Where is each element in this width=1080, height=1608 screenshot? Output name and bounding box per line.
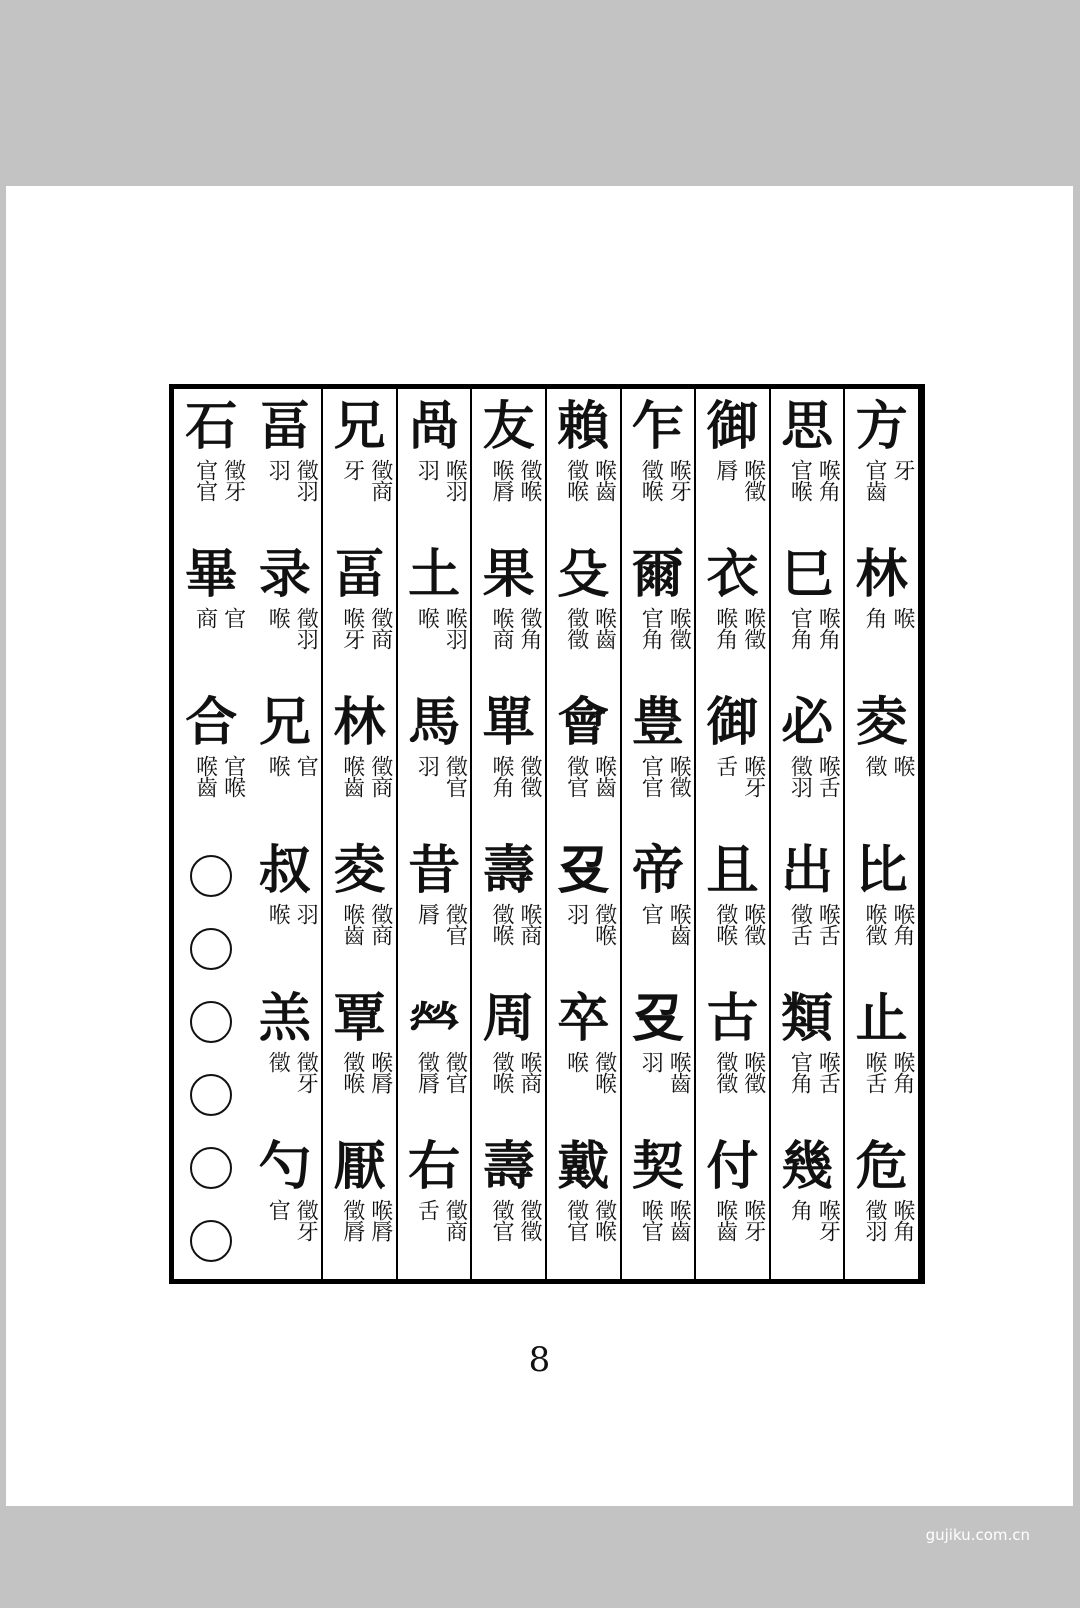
annotation-left: 徵喉 — [488, 903, 514, 945]
annotation-left: 喉舌 — [861, 1051, 887, 1093]
annotation-right: 喉脣 — [367, 1051, 393, 1093]
character-entry — [845, 841, 918, 989]
annotation-left: 徵喉 — [563, 459, 589, 501]
annotation-right: 喉牙 — [815, 1199, 841, 1241]
annotation-right: 喉牙 — [740, 1199, 766, 1241]
main-character: 出 — [781, 840, 834, 901]
character-entry — [174, 693, 249, 841]
main-character: 會 — [557, 692, 610, 753]
main-character: 壽 — [482, 1136, 535, 1197]
annotation-right: 喉角 — [815, 607, 841, 649]
annotation-right: 喉齒 — [666, 1199, 692, 1241]
annotation-left: 官官 — [638, 755, 664, 797]
annotation-left: 徵官 — [563, 1199, 589, 1241]
character-entry — [323, 841, 396, 989]
character-entry — [323, 397, 396, 545]
character-entry — [472, 545, 545, 693]
annotation-left: 喉脣 — [488, 459, 514, 501]
main-character: 畢 — [185, 544, 238, 605]
character-entry — [547, 989, 620, 1137]
annotation-right: 喉徵 — [666, 755, 692, 797]
main-character: 土 — [408, 544, 461, 605]
annotation-right: 喉角 — [889, 1199, 915, 1241]
annotation-left: 徵羽 — [787, 755, 813, 797]
annotation-left: 商 — [192, 607, 218, 628]
annotation-right: 喉齒 — [591, 755, 617, 797]
main-character: 御 — [706, 692, 759, 753]
character-entry — [696, 693, 769, 841]
annotation-right: 徵羽 — [293, 607, 319, 649]
annotation-right: 官 — [220, 607, 246, 628]
blank-circle-icon — [190, 1074, 232, 1116]
character-entry — [249, 989, 322, 1137]
annotation-right: 徵喉 — [516, 459, 542, 501]
character-entry — [398, 841, 471, 989]
annotation-left: 徵脣 — [414, 1051, 440, 1093]
character-entry — [547, 693, 620, 841]
text-column — [398, 389, 473, 1279]
annotation-right: 徵商 — [367, 607, 393, 649]
main-character: 羔 — [258, 988, 311, 1049]
main-character: 林 — [855, 544, 908, 605]
annotation-left: 喉官 — [638, 1199, 664, 1241]
blank-circle-icon — [190, 855, 232, 897]
annotation-left: 喉齒 — [339, 755, 365, 797]
character-entry — [323, 989, 396, 1137]
blank-circle-icon — [190, 928, 232, 970]
character-entry — [622, 693, 695, 841]
character-entry — [174, 545, 249, 693]
character-entry — [398, 545, 471, 693]
text-column — [696, 389, 771, 1279]
text-column — [622, 389, 697, 1279]
main-character: 幾 — [781, 1136, 834, 1197]
character-entry — [249, 693, 322, 841]
annotation-left: 徵脣 — [339, 1199, 365, 1241]
annotation-right: 喉羽 — [442, 607, 468, 649]
annotation-right: 喉角 — [815, 459, 841, 501]
character-entry — [398, 989, 471, 1137]
main-character: 御 — [706, 396, 759, 457]
annotation-right: 喉角 — [889, 903, 915, 945]
annotation-left: 喉徵 — [861, 903, 887, 945]
character-entry — [547, 1137, 620, 1285]
main-character: 畐 — [333, 544, 386, 605]
character-entry — [696, 841, 769, 989]
main-character: 帝 — [631, 840, 684, 901]
character-entry — [845, 545, 918, 693]
annotation-left: 喉齒 — [192, 755, 218, 797]
annotation-left: 官官 — [192, 459, 218, 501]
annotation-right: 喉徵 — [740, 903, 766, 945]
character-entry — [771, 989, 844, 1137]
annotation-right: 喉齒 — [591, 607, 617, 649]
annotation-right: 徵羽 — [293, 459, 319, 501]
annotation-right: 牙 — [889, 459, 915, 480]
main-character: 林 — [333, 692, 386, 753]
character-entry — [249, 397, 322, 545]
annotation-left: 喉商 — [488, 607, 514, 649]
character-entry — [323, 693, 396, 841]
main-character: 卒 — [557, 988, 610, 1049]
character-entry — [696, 545, 769, 693]
character-entry — [472, 989, 545, 1137]
character-entry — [323, 1137, 396, 1285]
annotation-right: 喉 — [889, 607, 915, 628]
annotation-left: 官喉 — [787, 459, 813, 501]
annotation-left: 官齒 — [861, 459, 887, 501]
main-character: 衣 — [706, 544, 759, 605]
text-column — [323, 389, 398, 1279]
annotation-right: 徵商 — [367, 459, 393, 501]
annotation-right: 喉 — [889, 755, 915, 776]
annotation-right: 喉徵 — [666, 607, 692, 649]
character-entry — [547, 545, 620, 693]
annotation-left: 官角 — [787, 1051, 813, 1093]
main-character: 夌 — [855, 692, 908, 753]
main-character: 昔 — [408, 840, 461, 901]
annotation-left: 徵官 — [488, 1199, 514, 1241]
main-character: 友 — [482, 396, 535, 457]
annotation-left: 徵喉 — [339, 1051, 365, 1093]
character-entry — [771, 545, 844, 693]
main-character: 類 — [781, 988, 834, 1049]
character-entry — [174, 397, 249, 545]
annotation-right: 羽 — [293, 903, 319, 924]
annotation-left: 喉牙 — [339, 607, 365, 649]
annotation-left: 喉 — [265, 903, 291, 924]
annotation-left: 官 — [265, 1199, 291, 1220]
character-entry — [622, 397, 695, 545]
main-character: 右 — [408, 1136, 461, 1197]
character-entry — [249, 841, 322, 989]
annotation-right: 徵官 — [442, 755, 468, 797]
main-character: 果 — [482, 544, 535, 605]
main-character: 勺 — [258, 1136, 311, 1197]
main-character: 厭 — [333, 1136, 386, 1197]
annotation-right: 喉商 — [516, 1051, 542, 1093]
main-character: 乍 — [631, 396, 684, 457]
main-character: 必 — [781, 692, 834, 753]
annotation-left: 喉 — [414, 607, 440, 628]
annotation-right: 喉舌 — [815, 755, 841, 797]
main-character: 畐 — [258, 396, 311, 457]
annotation-left: 喉 — [265, 755, 291, 776]
annotation-left: 舌 — [712, 755, 738, 776]
annotation-right: 喉徵 — [740, 1051, 766, 1093]
main-character: 方 — [855, 396, 908, 457]
annotation-left: 喉 — [563, 1051, 589, 1072]
annotation-left: 羽 — [563, 903, 589, 924]
main-character: 合 — [185, 692, 238, 753]
annotation-left: 羽 — [414, 755, 440, 776]
document-page — [6, 186, 1073, 1506]
annotation-left: 喉齒 — [712, 1199, 738, 1241]
annotation-right: 徵商 — [367, 903, 393, 945]
annotation-left: 喉角 — [488, 755, 514, 797]
main-character: 賴 — [557, 396, 610, 457]
annotation-left: 徵 — [265, 1051, 291, 1072]
main-character: 咼 — [408, 396, 461, 457]
annotation-right: 徵角 — [516, 607, 542, 649]
annotation-right: 徵徵 — [516, 1199, 542, 1241]
annotation-right: 喉角 — [889, 1051, 915, 1093]
main-character: 豊 — [631, 692, 684, 753]
annotation-left: 羽 — [265, 459, 291, 480]
main-character: 兄 — [333, 396, 386, 457]
main-character: 夌 — [333, 840, 386, 901]
main-character: 覃 — [333, 988, 386, 1049]
main-character: 單 — [482, 692, 535, 753]
annotation-right: 徵商 — [367, 755, 393, 797]
text-column — [547, 389, 622, 1279]
annotation-right: 喉徵 — [740, 607, 766, 649]
annotation-right: 官喉 — [220, 755, 246, 797]
main-character: 戴 — [557, 1136, 610, 1197]
annotation-right: 徵牙 — [220, 459, 246, 501]
blank-circle-icon — [190, 1220, 232, 1262]
character-entry — [472, 397, 545, 545]
annotation-left: 喉齒 — [339, 903, 365, 945]
text-column — [249, 389, 324, 1279]
annotation-right: 徵官 — [442, 1051, 468, 1093]
main-character: 巳 — [781, 544, 834, 605]
main-character: 𠬛 — [557, 840, 610, 901]
annotation-left: 徵 — [861, 755, 887, 776]
main-character: 兄 — [258, 692, 311, 753]
blank-circle-icon — [190, 1147, 232, 1189]
watermark: gujiku.com.cn — [925, 1526, 1030, 1544]
annotation-right: 喉齒 — [666, 1051, 692, 1093]
annotation-right: 喉牙 — [740, 755, 766, 797]
main-character: 石 — [185, 396, 238, 457]
annotation-right: 喉舌 — [815, 903, 841, 945]
annotation-right: 徵牙 — [293, 1051, 319, 1093]
annotation-right: 喉齒 — [591, 459, 617, 501]
main-character: 壽 — [482, 840, 535, 901]
main-character: 且 — [706, 840, 759, 901]
text-column — [845, 389, 920, 1279]
text-column — [174, 389, 249, 1279]
annotation-left: 官 — [638, 903, 664, 924]
annotation-left: 羽 — [414, 459, 440, 480]
main-character: 止 — [855, 988, 908, 1049]
annotation-right: 喉徵 — [740, 459, 766, 501]
character-entry — [249, 1137, 322, 1285]
character-entry — [249, 545, 322, 693]
blank-circle-icon — [190, 1001, 232, 1043]
character-entry — [547, 841, 620, 989]
annotation-right: 喉舌 — [815, 1051, 841, 1093]
main-character: 古 — [706, 988, 759, 1049]
annotation-right: 喉脣 — [367, 1199, 393, 1241]
annotation-right: 喉牙 — [666, 459, 692, 501]
annotation-left: 徵喉 — [712, 903, 738, 945]
annotation-left: 脣 — [414, 903, 440, 924]
character-entry — [696, 397, 769, 545]
annotation-right: 徵官 — [442, 903, 468, 945]
character-entry — [398, 397, 471, 545]
main-character: 殳 — [557, 544, 610, 605]
annotation-right: 官 — [293, 755, 319, 776]
character-entry — [696, 1137, 769, 1285]
main-character: 危 — [855, 1136, 908, 1197]
main-character: 周 — [482, 988, 535, 1049]
main-character: 爾 — [631, 544, 684, 605]
annotation-right: 徵徵 — [516, 755, 542, 797]
annotation-left: 徵官 — [563, 755, 589, 797]
character-entry — [845, 693, 918, 841]
text-column — [771, 389, 846, 1279]
annotation-left: 徵羽 — [861, 1199, 887, 1241]
character-entry — [771, 1137, 844, 1285]
annotation-right: 徵商 — [442, 1199, 468, 1241]
annotation-left: 舌 — [414, 1199, 440, 1220]
character-entry — [622, 841, 695, 989]
annotation-right: 徵喉 — [591, 1051, 617, 1093]
character-entry — [472, 841, 545, 989]
annotation-left: 徵徵 — [712, 1051, 738, 1093]
main-character: 馬 — [408, 692, 461, 753]
character-entry — [696, 989, 769, 1137]
annotation-left: 脣 — [712, 459, 738, 480]
character-entry — [472, 693, 545, 841]
character-entry — [323, 545, 396, 693]
main-character: 思 — [781, 396, 834, 457]
character-entry — [771, 693, 844, 841]
main-character: 比 — [855, 840, 908, 901]
main-character: 录 — [258, 544, 311, 605]
annotation-left: 牙 — [339, 459, 365, 480]
annotation-left: 角 — [787, 1199, 813, 1220]
character-entry — [845, 1137, 918, 1285]
annotation-right: 喉羽 — [442, 459, 468, 501]
character-entry — [547, 397, 620, 545]
annotation-left: 羽 — [638, 1051, 664, 1072]
annotation-right: 徵喉 — [591, 903, 617, 945]
character-entry — [622, 989, 695, 1137]
character-entry — [622, 1137, 695, 1285]
annotation-left: 角 — [861, 607, 887, 628]
annotation-left: 官角 — [638, 607, 664, 649]
annotation-left: 喉 — [265, 607, 291, 628]
annotation-left: 官角 — [787, 607, 813, 649]
main-character: 契 — [631, 1136, 684, 1197]
annotation-right: 喉商 — [516, 903, 542, 945]
annotation-left: 徵舌 — [787, 903, 813, 945]
text-column — [472, 389, 547, 1279]
main-character: 叔 — [258, 840, 311, 901]
annotation-left: 徵徵 — [563, 607, 589, 649]
annotation-left: 徵喉 — [638, 459, 664, 501]
annotation-right: 徵喉 — [591, 1199, 617, 1241]
character-entry — [398, 1137, 471, 1285]
main-character: 𤇾 — [408, 988, 461, 1049]
annotation-right: 喉齒 — [666, 903, 692, 945]
character-entry — [771, 397, 844, 545]
character-entry — [398, 693, 471, 841]
annotation-right: 徵牙 — [293, 1199, 319, 1241]
character-entry — [472, 1137, 545, 1285]
text-block — [169, 384, 925, 1284]
page-number: 8 — [528, 1340, 551, 1380]
annotation-left: 喉角 — [712, 607, 738, 649]
character-entry — [771, 841, 844, 989]
character-entry — [845, 397, 918, 545]
character-entry — [622, 545, 695, 693]
character-entry — [845, 989, 918, 1137]
main-character: 付 — [706, 1136, 759, 1197]
annotation-left: 徵喉 — [488, 1051, 514, 1093]
main-character: 𠬛 — [631, 988, 684, 1049]
